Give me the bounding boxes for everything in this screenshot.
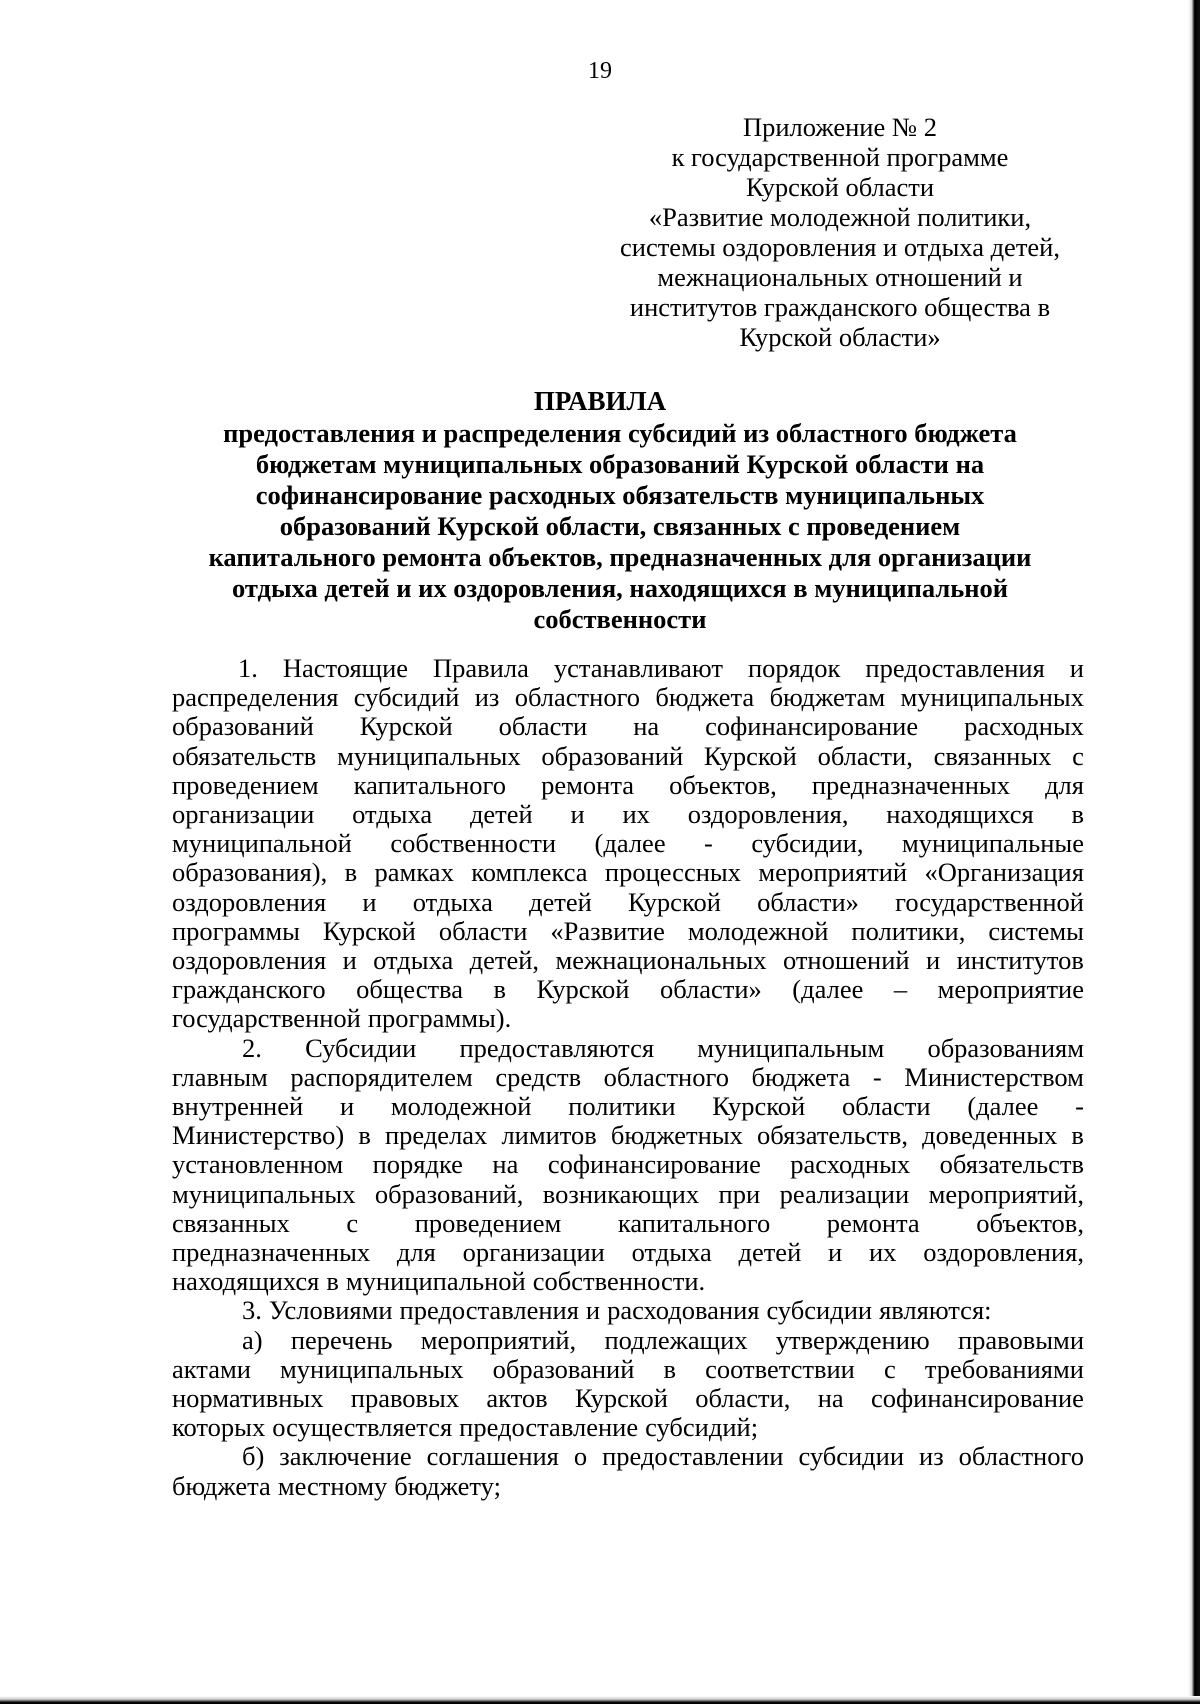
body-word: Настоящие (282, 653, 409, 683)
appendix-line: к государственной программе (671, 142, 1009, 172)
body-word: – (893, 974, 908, 1005)
body-word: субсидии, (751, 828, 864, 859)
body-line (172, 1442, 1084, 1471)
body-word: бюджету; (394, 1470, 501, 1501)
body-word: расходных (964, 711, 1084, 742)
body-word: муниципальных (280, 1353, 464, 1384)
body-word: бюджетных (610, 1120, 743, 1151)
body-line (172, 1209, 1084, 1238)
body-word: межнациональных (555, 945, 767, 976)
body-word: средств (495, 1061, 582, 1092)
body-word: комплекса (471, 857, 588, 888)
body-word: 1. (238, 653, 258, 683)
appendix-line: системы оздоровления и отдыха детей, (620, 232, 1060, 262)
body-word: мероприятий, (928, 1178, 1084, 1209)
body-word: находящихся (172, 1266, 320, 1297)
body-word: детей (469, 799, 533, 830)
body-word: области» (757, 886, 859, 917)
body-word: соответствии (705, 1353, 855, 1384)
body-word: муниципальной (345, 1266, 526, 1297)
body-word: общества (356, 974, 463, 1005)
body-word: организации (172, 799, 315, 830)
body-word: внутренней (172, 1091, 304, 1122)
body-word: подлежащих (604, 1324, 748, 1355)
body-word: капитального (353, 769, 507, 800)
appendix-line: межнациональных отношений и (657, 262, 1023, 292)
body-word: с (346, 1207, 359, 1238)
body-word: (далее (594, 828, 666, 859)
body-line (172, 1063, 1084, 1092)
body-word: предоставляются (459, 1032, 655, 1063)
body-word: системы (988, 915, 1084, 946)
body-word: гражданского (172, 974, 326, 1005)
body-word: распределения (172, 682, 339, 713)
body-line (172, 1296, 1084, 1325)
body-word: в (663, 1353, 676, 1384)
body-word: в (1071, 1120, 1084, 1151)
body-word: предоставления (865, 653, 1045, 683)
body-word: предназначенных (172, 1237, 371, 1268)
body-word: б) (242, 1441, 265, 1472)
subheading-line: капитального ремонта объектов, предназначенных для организации (208, 542, 1032, 572)
body-word: нормативных (172, 1383, 324, 1414)
body-word: программы). (367, 1003, 512, 1034)
body-word: осуществляется (272, 1412, 453, 1443)
body-word: мероприятий, (420, 1324, 577, 1355)
body-word: детей (738, 1237, 802, 1268)
body-word: детей (529, 886, 592, 917)
body-word: из (919, 1441, 944, 1472)
body-word: устанавливают (553, 653, 723, 683)
body-word: а) (242, 1324, 263, 1355)
appendix-line: Курской области (745, 172, 935, 202)
body-line (172, 1092, 1084, 1121)
body-word: предоставления (399, 1295, 579, 1326)
body-word: ремонта (826, 1207, 920, 1238)
body-word: софинансирование (547, 1149, 761, 1180)
body-word: их (868, 1237, 897, 1268)
body-word: Курской (712, 1091, 806, 1122)
body-word: лимитов (501, 1120, 597, 1151)
body-word: субсидий; (645, 1412, 759, 1443)
body-line (172, 1004, 1084, 1033)
body-word: пределах (384, 1120, 488, 1151)
body-word: актами (172, 1353, 251, 1384)
body-word: Курской (536, 974, 630, 1005)
body-word: Правила (433, 653, 529, 683)
subheading-line: собственности (533, 604, 707, 634)
body-word: собственности (390, 828, 557, 859)
body-word: области (841, 1091, 931, 1122)
body-word: соглашения (426, 1441, 559, 1472)
body-line (172, 1267, 1084, 1296)
body-word: на (817, 1383, 844, 1414)
body-word: отдыха (352, 799, 433, 830)
rules-heading: ПРАВИЛА (533, 386, 667, 416)
body-word: главным (172, 1061, 268, 1092)
body-word: бюджета (751, 1061, 851, 1092)
body-word: софинансирование (705, 711, 919, 742)
body-word: перечень (290, 1324, 393, 1355)
body-word: расходования (607, 1295, 760, 1326)
body-word: заключение (279, 1441, 412, 1472)
body-word: являются: (879, 1295, 992, 1326)
body-word: детей, (469, 945, 540, 976)
body-word: объектов, (976, 1207, 1084, 1238)
body-word: образований (541, 740, 684, 771)
body-word: которых (172, 1412, 266, 1443)
body-word: отдыха (412, 886, 493, 917)
body-word: области» (659, 974, 762, 1005)
body-word: предназначенных (811, 769, 1010, 800)
body-line (172, 1238, 1084, 1267)
body-word: и (342, 945, 357, 976)
body-word: предоставлении (602, 1441, 784, 1472)
body-word: обязательств (939, 1149, 1084, 1180)
body-word: требованиями (924, 1353, 1084, 1384)
body-word: установленном (172, 1149, 344, 1180)
body-word: с (883, 1353, 896, 1384)
body-word: из (474, 682, 500, 713)
body-word: Курской (703, 740, 797, 771)
subheading-line: образований Курской области, связанных с проведением (279, 511, 961, 541)
scan-edge-bottom (0, 1696, 1200, 1704)
body-word: - (704, 828, 713, 859)
body-word: образования), (172, 857, 328, 888)
body-word: Министерством (904, 1061, 1084, 1092)
body-word: политики, (851, 915, 966, 946)
body-word: в (1071, 799, 1084, 830)
body-word: рамках (374, 857, 454, 888)
body-word: мероприятий (758, 857, 908, 888)
body-word: Курской (359, 711, 453, 742)
body-word: субсидии (798, 1441, 905, 1472)
body-word: проведением (172, 769, 319, 800)
body-word: Курской (574, 1383, 668, 1414)
body-word: «Организация (924, 857, 1084, 888)
body-word: политики (568, 1091, 676, 1122)
body-word: для (396, 1237, 436, 1268)
appendix-block (560, 112, 1120, 352)
body-word: - (872, 1061, 882, 1092)
body-word: в (344, 857, 358, 888)
scan-edge-right (1188, 0, 1200, 1704)
body-word: возникающих (542, 1178, 700, 1209)
body-word: актов (486, 1383, 548, 1414)
body-word: областного (603, 1061, 729, 1092)
body-word: Субсидии (305, 1032, 417, 1063)
body-line (172, 771, 1084, 800)
body-word: на (633, 711, 660, 742)
body-word: оздоровления, (923, 1237, 1084, 1268)
body-word: распорядителем (290, 1061, 473, 1092)
body-line (172, 654, 1084, 683)
body-word: Курской (628, 886, 721, 917)
body-word: муниципальных (337, 740, 521, 771)
body-word: отношений (782, 945, 910, 976)
body-word: образований (492, 1353, 635, 1384)
body-line (172, 1355, 1084, 1384)
body-line (172, 1472, 1084, 1501)
body-word: субсидии (766, 1295, 873, 1326)
body-word: оздоровления (172, 945, 327, 976)
body-word: с (1072, 740, 1084, 771)
body-text (172, 654, 1084, 1501)
body-word: и (570, 799, 585, 830)
body-word: «Развитие (550, 915, 665, 946)
appendix-line: «Развитие молодежной политики, (648, 202, 1032, 232)
body-line (172, 1413, 1084, 1442)
body-word: собственности. (532, 1266, 706, 1297)
body-word: государственной (895, 886, 1084, 917)
body-word: образований, (374, 1178, 524, 1209)
body-line (172, 1150, 1084, 1179)
body-word: области, (817, 740, 913, 771)
body-word: порядке (372, 1149, 463, 1180)
body-word: оздоровления (172, 886, 327, 917)
body-word: проведением (414, 1207, 562, 1238)
body-word: в (493, 974, 506, 1005)
body-word: Курской (322, 915, 416, 946)
body-word: и (925, 945, 941, 976)
body-word: 2. (242, 1032, 262, 1063)
body-line (172, 975, 1084, 1004)
body-word: и (1069, 653, 1084, 683)
appendix-line: институтов гражданского общества в (629, 292, 1051, 322)
body-word: (далее (967, 1091, 1039, 1122)
body-line (172, 742, 1084, 771)
body-word: в (326, 1266, 339, 1297)
body-word: - (1075, 1091, 1084, 1122)
body-word: Условиями (268, 1295, 393, 1326)
body-word: обязательств (172, 740, 317, 771)
body-word: молодежной (687, 915, 829, 946)
body-word: в (358, 1120, 371, 1151)
body-word: бюджетам (769, 682, 886, 713)
body-word: (далее (792, 974, 864, 1005)
body-line (172, 1034, 1084, 1063)
subheading-line: софинансирование расходных обязательств муниципальных (255, 480, 985, 510)
body-word: молодежной (390, 1091, 532, 1122)
body-word: муниципальные (902, 828, 1084, 859)
body-line (172, 1326, 1084, 1355)
body-word: отдыха (631, 1237, 712, 1268)
body-word: муниципальной (172, 828, 352, 859)
body-word: объектов, (669, 769, 777, 800)
body-word: при (718, 1178, 761, 1209)
body-word: расходных (790, 1149, 911, 1180)
body-word: бюджета (655, 682, 755, 713)
body-word: областного (958, 1441, 1084, 1472)
subheading-line: предоставления и распределения субсидий из областного бюджета (223, 418, 1017, 448)
body-line (172, 917, 1084, 946)
body-word: для (1045, 769, 1084, 800)
body-line (172, 1384, 1084, 1413)
body-word: области (498, 711, 588, 742)
body-word: институтов (956, 945, 1084, 976)
body-word: связанных (172, 1207, 290, 1238)
body-word: на (492, 1149, 519, 1180)
body-word: связанных (933, 740, 1052, 771)
body-word: организации (462, 1237, 605, 1268)
body-line (172, 858, 1084, 887)
body-word: процессных (604, 857, 741, 888)
body-word: муниципальных (900, 682, 1084, 713)
body-line (172, 1180, 1084, 1209)
body-word: мероприятие (937, 974, 1084, 1005)
body-word: обязательств, (757, 1120, 908, 1151)
body-word: государственной (172, 1003, 361, 1034)
body-word: правовых (350, 1383, 460, 1414)
body-word: образованиям (927, 1032, 1084, 1063)
body-line (172, 888, 1084, 917)
body-word: реализации (779, 1178, 910, 1209)
body-word: местному (277, 1470, 388, 1501)
appendix-line: Курской области» (739, 322, 941, 352)
body-word: оздоровления, (687, 799, 849, 830)
body-word: области (438, 915, 528, 946)
body-word: бюджета (172, 1470, 271, 1501)
body-word: 3. (242, 1295, 262, 1326)
body-word: субсидий (353, 682, 460, 713)
body-word: отдыха (373, 945, 454, 976)
body-word: о (573, 1441, 588, 1472)
body-line (172, 829, 1084, 858)
body-word: капитального (617, 1207, 771, 1238)
rules-subheading (160, 418, 1080, 635)
body-word: их (622, 799, 650, 830)
body-line (172, 683, 1084, 712)
body-word: софинансирование (870, 1383, 1084, 1414)
body-word: областного (514, 682, 641, 713)
body-word: предоставление (459, 1412, 639, 1443)
body-word: и (828, 1237, 843, 1268)
body-word: утверждению (775, 1324, 930, 1355)
body-word: области, (695, 1383, 791, 1414)
body-word: программы (172, 915, 300, 946)
body-word: муниципальным (697, 1032, 885, 1063)
body-word: муниципальных (172, 1178, 356, 1209)
body-word: и (585, 1295, 601, 1326)
body-word: и (362, 886, 377, 917)
body-line (172, 946, 1084, 975)
body-word: доведенных (922, 1120, 1058, 1151)
body-word: ремонта (541, 769, 634, 800)
subheading-line: отдыха детей и их оздоровления, находящихся в муниципальной (231, 573, 1008, 603)
body-line (172, 800, 1084, 829)
body-line (172, 712, 1084, 741)
body-word: и (339, 1091, 355, 1122)
page-number: 19 (588, 58, 612, 84)
body-word: Министерство) (172, 1120, 345, 1151)
subheading-line: бюджетам муниципальных образований Курской области на (255, 449, 985, 479)
body-line (172, 1121, 1084, 1150)
appendix-line: Приложение № 2 (742, 112, 937, 142)
body-word: находящихся (886, 799, 1034, 830)
body-word: правовыми (957, 1324, 1084, 1355)
body-word: порядок (747, 653, 841, 683)
body-word: образований (172, 711, 314, 742)
